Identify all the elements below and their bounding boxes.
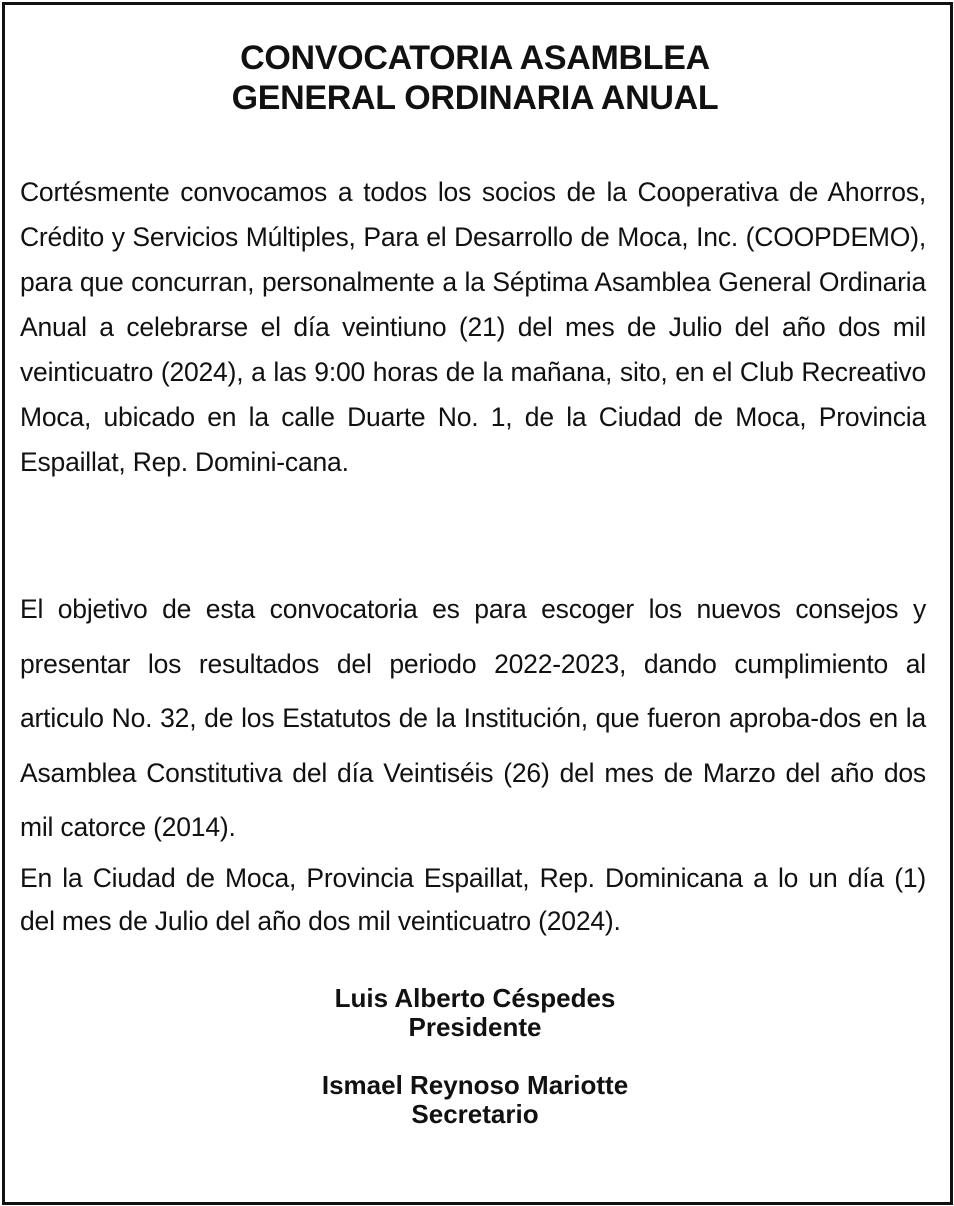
secretary-title: Secretario bbox=[411, 1099, 539, 1129]
signature-secretary bbox=[0, 1071, 950, 1129]
president-title: Presidente bbox=[408, 1012, 542, 1042]
paragraph-convocation bbox=[20, 170, 926, 485]
paragraph-objective: El objetivo de esta convocatoria es para escoger los nuevos consejos y presentar los resultados del periodo 2022-2023, dando cumplimiento al articulo No. 32, de los Estatutos de la Institución, que fueron aproba-dos en la Asamblea Constitutiva del día Veintiséis (26) del mes de Marzo del año dos mil catorce (2014). bbox=[20, 594, 926, 842]
paragraph-convocation-part-2: Asamblea General Ordinaria Anual a celebrarse el día veintiuno (21) del mes de Julio del año dos mil veinticuatro (2024), a las 9:00 horas de la mañana, sito, en el Club Recreativo Moca, ubicado en la calle Duarte No. 1, de la Ciudad de Moca, Provincia Espaillat, Rep. Domini-cana. bbox=[20, 267, 927, 477]
paragraph-convocation-part-1: Cortésmente convocamos a todos los socios de la Cooperativa de Ahorros, Crédito y Servicios Múltiples, Para el Desarrollo de Moca, Inc. (COOPDEMO), para que concurran, personalmente a la Séptima bbox=[20, 177, 926, 297]
notice-title bbox=[0, 38, 950, 118]
title-line-1: CONVOCATORIA ASAMBLEA bbox=[240, 39, 710, 77]
president-name: Luis Alberto Céspedes bbox=[334, 983, 616, 1013]
secretary-name: Ismael Reynoso Mariotte bbox=[321, 1070, 629, 1100]
paragraph-place-date: En la Ciudad de Moca, Provincia Espaillat, Rep. Dominicana a lo un día (1) del mes de Julio del año dos mil veinticuatro (2024). bbox=[20, 863, 926, 936]
signature-president bbox=[0, 984, 950, 1042]
title-line-2: GENERAL ORDINARIA ANUAL bbox=[231, 79, 719, 117]
